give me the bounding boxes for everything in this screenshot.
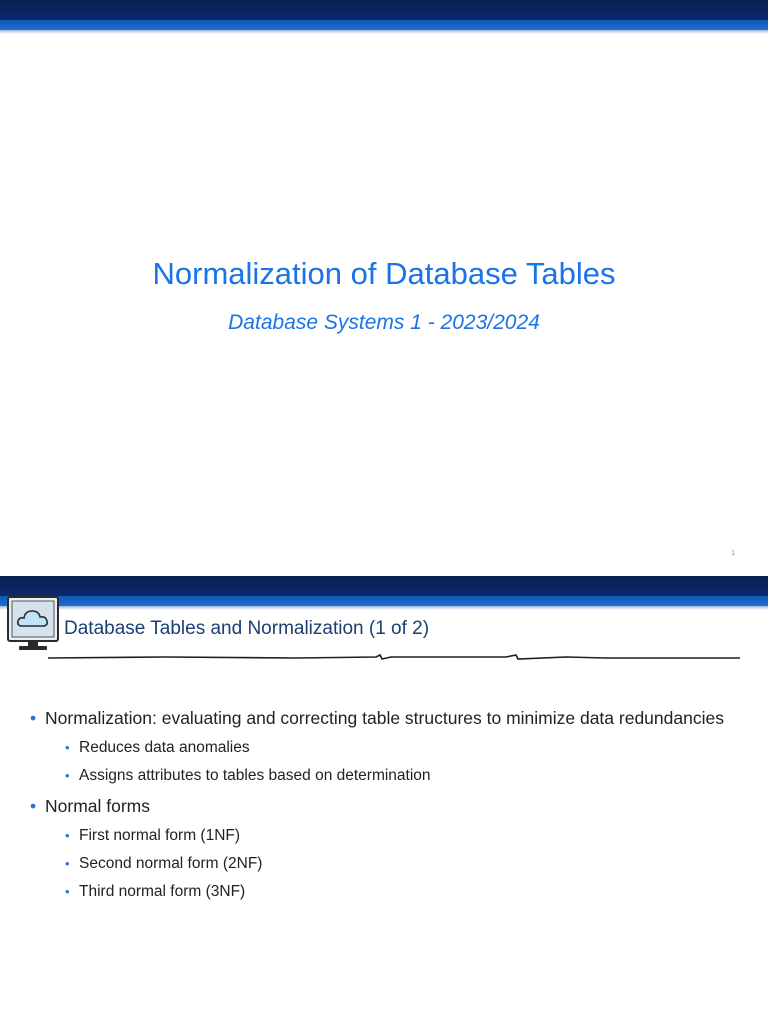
- slide-number: 1: [731, 550, 735, 557]
- cloud-monitor-icon: [7, 596, 59, 652]
- list-item: • Assigns attributes to tables based on determination: [45, 762, 730, 790]
- list-item: • Third normal form (3NF): [45, 878, 730, 906]
- slide-title: Normalization of Database Tables: [152, 256, 616, 291]
- list-item: • Normal forms • First normal form (1NF) • Second normal form (2NF) • Third normal form (3NF): [30, 794, 730, 906]
- list-item: • Reduces data anomalies: [45, 734, 730, 762]
- underline-divider: [46, 652, 742, 662]
- header-bar: [0, 0, 768, 34]
- slide-subtitle: Database Systems 1 - 2023/2024: [228, 311, 540, 334]
- content-slide: [0, 576, 768, 1024]
- list-item: • Second normal form (2NF): [45, 850, 730, 878]
- list-item: • First normal form (1NF): [45, 822, 730, 850]
- bullet-list: [30, 706, 730, 906]
- list-item: • Normalization: evaluating and correcting table structures to minimize data redundancies • Reduces data anomalies • Assigns attributes to tables based on determination: [30, 706, 730, 790]
- header-bar: [0, 576, 768, 610]
- section-heading: Database Tables and Normalization (1 of 2): [64, 618, 430, 639]
